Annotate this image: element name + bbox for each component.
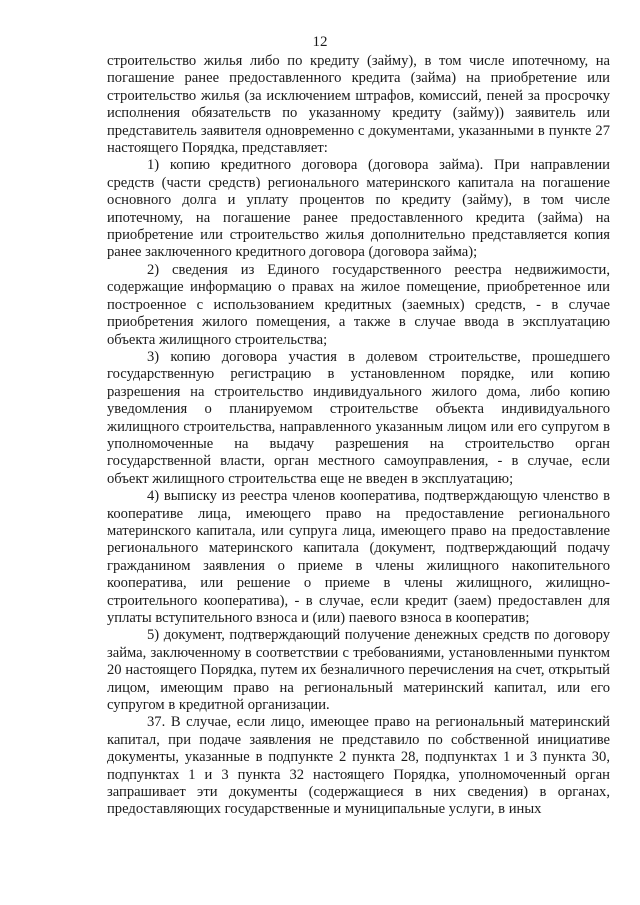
paragraph-item-2: 2) сведения из Единого государственного реестра недвижимости, содержащие информацию о правах на жилое помещение, приобретенное или построенное с использованием кредитных (заемных) средств, - в случае приобретения жилого помещения, а также в случае ввода в эксплуатацию объекта жилищного строительства; (107, 261, 610, 348)
paragraph-item-5: 5) документ, подтверждающий получение денежных средств по договору займа, заключенному в соответствии с требованиями, установленными пунктом 20 настоящего Порядка, путем их безналичного перечисления на счет, открытый лицом, имеющим право на региональный материнский капитал, или его супругом в кредитной организации. (107, 627, 610, 714)
paragraph-item-4: 4) выписку из реестра членов кооператива, подтверждающую членство в кооперативе лица, имеющего право на предоставление регионального материнского капитала, или супруга лица, имеющего право на предоставление регионального материнского капитала (документ, подтверждающий подачу гражданином заявления о приеме в члены жилищного накопительного кооператива, или решение о приеме в члены жилищного, жилищно-строительного кооператива), - в случае, если кредит (заем) предоставлен для уплаты вступительного взноса и (или) паевого взноса в кооператив; (107, 488, 610, 626)
document-body (107, 53, 610, 819)
paragraph-item-3: 3) копию договора участия в долевом строительстве, прошедшего государственную регистрацию в установленном порядке, или копию разрешения на строительство индивидуального жилого дома, либо копию уведомления о планируемом строительстве объекта индивидуального жилищного строительства, направленного указанным лицом или его супругом в уполномоченные на выдачу разрешения на строительство орган государственной власти, орган местного самоуправления, - в случае, если объект жилищного строительства еще не введен в эксплуатацию; (107, 348, 610, 487)
page-number: 12 (312, 34, 328, 50)
paragraph-clause-37: 37. В случае, если лицо, имеющее право на региональный материнский капитал, при подаче заявления не представило по собственной инициативе документы, указанные в подпункте 2 пункта 28, подпунктах 1 и 3 пункта 30, подпунктах 1 и 3 пункта 32 настоящего Порядка, уполномоченный орган запрашивает эти документы (содержащиеся в них сведения) в органах, предоставляющих государственные и муниципальные услуги, в иных (107, 714, 610, 818)
paragraph-item-1: 1) копию кредитного договора (договора займа). При направлении средств (части средств) регионального материнского капитала на погашение основного долга и уплату процентов по кредиту (займу), в том числе ипотечному, на погашение ранее предоставленного кредита (займа) на приобретение или строительство жилья дополнительно представляется копия ранее заключенного кредитного договора (договора займа); (107, 157, 610, 261)
paragraph-continuation: строительство жилья либо по кредиту (займу), в том числе ипотечному, на погашение ранее предоставленного кредита (займа) на приобретение или строительство жилья (за исключением штрафов, комиссий, пеней за просрочку исполнения обязательств по указанному кредиту (займу)) заявитель или представитель заявителя одновременно с документами, указанными в пункте 27 настоящего Порядка, представляет: (107, 53, 610, 157)
